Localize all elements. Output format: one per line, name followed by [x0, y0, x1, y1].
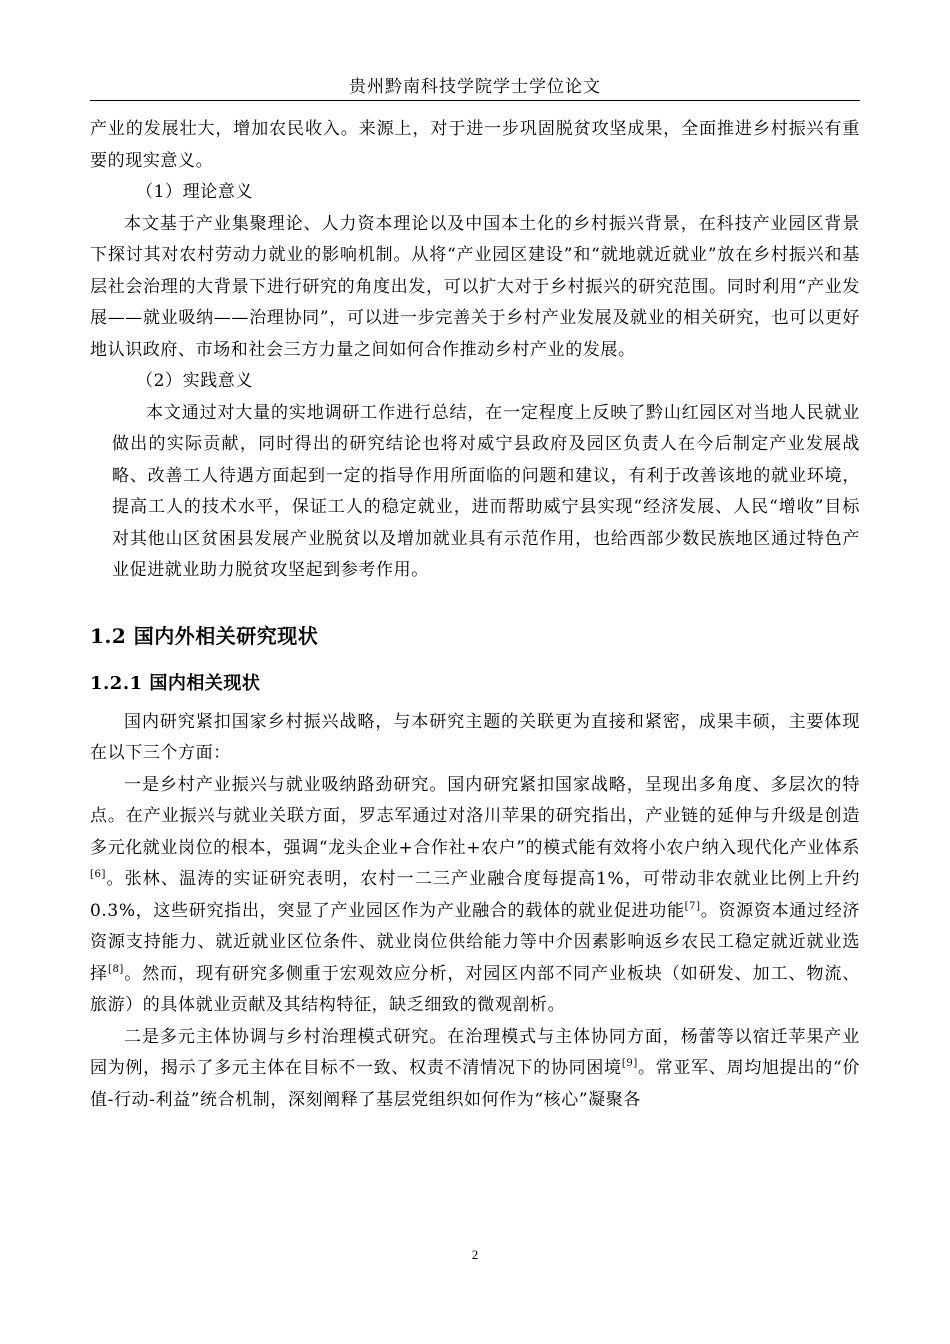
section-intro-paragraph: 国内研究紧扣国家乡村振兴战略，与本研究主题的关联更为直接和紧密，成果丰硕，主要体现在以下三个方面：: [90, 711, 860, 763]
header-rule: [90, 100, 860, 101]
citation-6[interactable]: [6]: [90, 869, 106, 880]
continuation-paragraph: 产业的发展壮大，增加农民收入。来源上，对于进一步巩固脱贫攻坚成果，全面推进乡村振兴有重要的现实意义。: [90, 119, 860, 171]
industry-employment-paragraph: [90, 770, 860, 1022]
citation-7[interactable]: [7]: [684, 900, 701, 912]
paragraph-text: 。常亚军、周均旭提出的“价值-行动-利益”统合机制，深刻阐释了基层党组织如何作为“核心”凝聚各: [90, 1058, 860, 1110]
governance-paragraph: [90, 1022, 860, 1117]
paragraph-text: 。资源资本通过经济资源支持能力、就近就业区位条件、就业岗位供给能力等中介因素影响返乡农民工稳定就近就业选择: [90, 900, 860, 984]
subsection-heading: 1.2.1 国内相关现状: [90, 672, 261, 694]
page-number: 2: [471, 1247, 479, 1262]
section-heading: 1.2 国内外相关研究现状: [90, 623, 319, 648]
paragraph-text: 二是多元主体协调与乡村治理模式研究。在治理模式与主体协同方面，杨蕾等以宿迁苹果产业园为例，揭示了多元主体在目标不一致、权责不清情况下的协同困境: [90, 1026, 860, 1078]
citation-9[interactable]: [9]: [621, 1058, 638, 1069]
practice-heading: （2）实践意义: [136, 371, 254, 391]
citation-8[interactable]: [8]: [107, 963, 124, 975]
paragraph-text: 。然而，现有研究多侧重于宏观效应分析，对园区内部不同产业板块（如研发、加工、物流、旅游）的具体就业贡献及其结构特征，缺乏细致的微观剖析。: [90, 963, 860, 1015]
practice-block: [90, 398, 860, 587]
theory-paragraph: 本文基于产业集聚理论、人力资本理论以及中国本土化的乡村振兴背景，在科技产业园区背景下探讨其对农村劳动力就业的影响机制。从将“产业园区建设”和“就地就近就业”放在乡村振兴和基层社会治理的大背景下进行研究的角度出发，可以扩大对于乡村振兴的研究范围。同时利用“产业发展——就业吸纳——治理协同”，可以进一步完善关于乡村产业发展及就业的相关研究，也可以更好地认识政府、市场和社会三方力量之间如何合作推动乡村产业的发展。: [90, 213, 860, 360]
paragraph-text: 。张林、温涛的实证研究表明，农村一二三产业融合度每提高1%，可带动非农就业比例上升约0.3%，这些研究指出，突显了产业园区作为产业融合的载体的就业促进功能: [90, 869, 860, 921]
running-header: 贵州黔南科技学院学士学位论文: [349, 77, 601, 97]
paragraph-text: 一是乡村产业振兴与就业吸纳路劲研究。国内研究紧扣国家战略，呈现出多角度、多层次的特点。在产业振兴与就业关联方面，罗志军通过对洛川苹果的研究指出，产业链的延伸与升级是创造多元化就业岗位的根本，强调“龙头企业+合作社+农户”的模式能有效将小农户纳入现代化产业体系: [90, 774, 860, 858]
page-body: [90, 114, 860, 1116]
practice-paragraph: 本文通过对大量的实地调研工作进行总结，在一定程度上反映了黔山红园区对当地人民就业做出的实际贡献，同时得出的研究结论也将对威宁县政府及园区负责人在今后制定产业发展战略、改善工人待遇方面起到一定的指导作用所面临的问题和建议，有利于改善该地的就业环境，提高工人的技术水平，保证工人的稳定就业，进而帮助威宁县实现“经济发展、人民“增收”目标对其他山区贫困县发展产业脱贫以及增加就业具有示范作用，也给西部少数民族地区通过特色产业促进就业助力脱贫攻坚起到参考作用。: [112, 402, 860, 580]
theory-heading: （1）理论意义: [136, 182, 254, 202]
